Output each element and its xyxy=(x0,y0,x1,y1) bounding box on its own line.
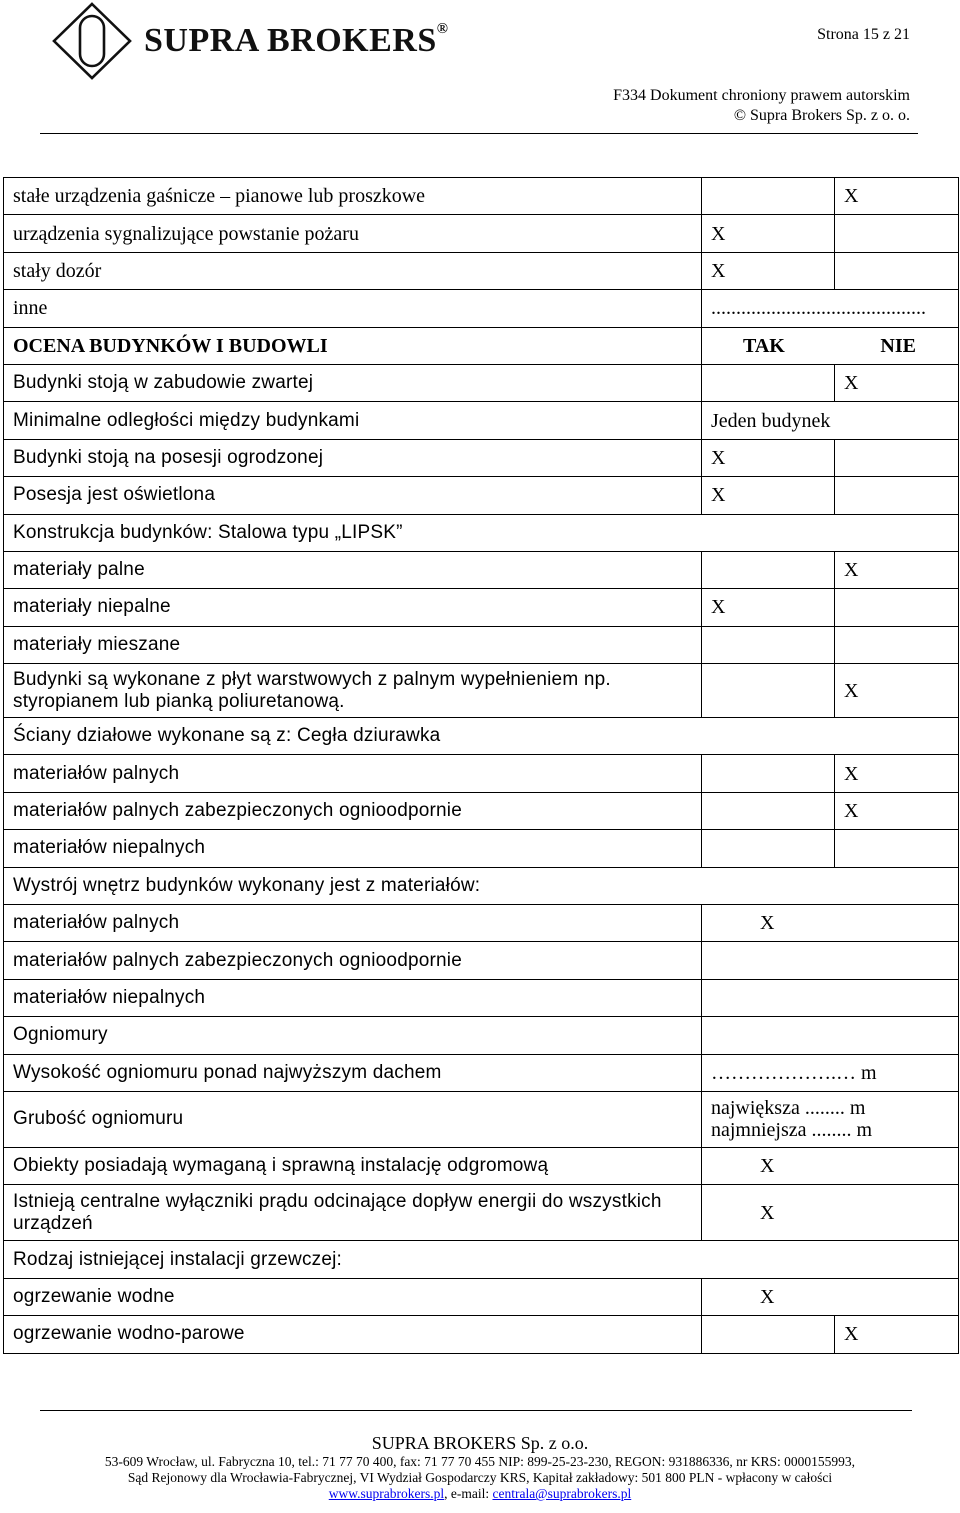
row-label: materiałów niepalnych xyxy=(4,979,702,1016)
tak-cell: X xyxy=(702,477,835,514)
website-link[interactable]: www.suprabrokers.pl xyxy=(328,1486,445,1501)
table-row xyxy=(4,755,959,792)
distance-value: Jeden budynek xyxy=(702,402,959,439)
footer-address: 53-609 Wrocław, ul. Fabryczna 10, tel.: 71 77 70 400, fax: 71 77 70 455 NIP: 899-25-23-230, REGON: 931886336, nr KRS: 0000155993, xyxy=(104,1454,856,1469)
nie-header: NIE xyxy=(880,334,916,357)
table-row xyxy=(4,1278,959,1315)
nie-cell xyxy=(835,477,959,514)
row-label: Wysokość ogniomuru ponad najwyższym dachem xyxy=(4,1054,702,1091)
company-logo-icon xyxy=(50,2,134,80)
row-label: Istnieją centralne wyłączniki prądu odcinające dopływ energii do wszystkich urządzeń xyxy=(4,1185,702,1241)
nie-cell: X xyxy=(835,364,959,401)
value-cell xyxy=(702,942,959,979)
table-row xyxy=(4,477,959,514)
row-label: materiałów palnych zabezpieczonych ognioodpornie xyxy=(4,942,702,979)
tak-nie-header xyxy=(702,327,959,364)
table-row xyxy=(4,979,959,1016)
footer-court: Sąd Rejonowy dla Wrocławia-Fabrycznej, VI Wydział Gospodarczy KRS, Kapitał zakładowy: 501 800 PLN - wpłacony w całości xyxy=(127,1470,833,1485)
risk-assessment-table xyxy=(3,177,959,1354)
tak-cell xyxy=(702,364,835,401)
copyright-line-1: F334 Dokument chroniony prawem autorskim xyxy=(613,87,910,104)
logo-text: SUPRA BROKERS® xyxy=(144,20,449,59)
firewall-thickness-value xyxy=(702,1091,959,1147)
tak-cell xyxy=(702,551,835,588)
tak-cell: X xyxy=(702,439,835,476)
construction-label: Konstrukcja budynków: Stalowa typu „LIPSK” xyxy=(4,514,959,551)
footer-contact xyxy=(0,1486,960,1502)
value-cell xyxy=(702,979,959,1016)
table-row xyxy=(4,1054,959,1091)
nie-cell: X xyxy=(835,178,959,215)
table-row xyxy=(4,551,959,588)
table-row xyxy=(4,1017,959,1054)
table-row xyxy=(4,364,959,401)
other-value: ........................................... xyxy=(702,290,959,327)
page-number: Strona 15 z 21 xyxy=(817,26,910,43)
footer-divider xyxy=(40,1410,912,1411)
company-logo xyxy=(50,2,470,80)
nie-cell xyxy=(835,626,959,663)
nie-cell: X xyxy=(835,664,959,718)
tak-header: TAK xyxy=(743,334,785,357)
table-row xyxy=(4,626,959,663)
table-row xyxy=(4,178,959,215)
section-header-row xyxy=(4,327,959,364)
row-label: materiałów palnych xyxy=(4,755,702,792)
row-label: ogrzewanie wodno-parowe xyxy=(4,1316,702,1353)
nie-cell: X xyxy=(835,551,959,588)
email-link[interactable]: centrala@suprabrokers.pl xyxy=(492,1486,632,1501)
interior-label: Wystrój wnętrz budynków wykonany jest z materiałów: xyxy=(4,867,959,904)
heating-label: Rodzaj istniejącej instalacji grzewczej: xyxy=(4,1241,959,1278)
table-row xyxy=(4,1316,959,1353)
table-row xyxy=(4,290,959,327)
firewall-height-value: ……………….… m xyxy=(702,1054,959,1091)
table-row xyxy=(4,215,959,252)
value-cell: X xyxy=(702,1185,959,1241)
nie-cell xyxy=(835,830,959,867)
row-label: Minimalne odległości między budynkami xyxy=(4,402,702,439)
nie-cell xyxy=(835,439,959,476)
partition-walls-label: Ściany działowe wykonane są z: Cegła dziurawka xyxy=(4,718,959,755)
tak-cell xyxy=(702,755,835,792)
row-label: Obiekty posiadają wymaganą i sprawną instalację odgromową xyxy=(4,1147,702,1184)
table-row xyxy=(4,252,959,289)
table-row xyxy=(4,867,959,904)
row-label: materiałów niepalnych xyxy=(4,830,702,867)
table-row xyxy=(4,439,959,476)
row-label: materiałów palnych xyxy=(4,905,702,942)
row-label: materiały palne xyxy=(4,551,702,588)
row-label: Budynki stoją w zabudowie zwartej xyxy=(4,364,702,401)
row-label: materiały niepalne xyxy=(4,589,702,626)
value-cell: X xyxy=(702,1278,959,1315)
table-row xyxy=(4,1147,959,1184)
table-row xyxy=(4,664,959,718)
table-row xyxy=(4,402,959,439)
copyright-note xyxy=(613,86,910,126)
row-label: Grubość ogniomuru xyxy=(4,1091,702,1147)
table-row xyxy=(4,1185,959,1241)
table-row xyxy=(4,718,959,755)
table-row xyxy=(4,589,959,626)
row-label: urządzenia sygnalizujące powstanie pożaru xyxy=(4,215,702,252)
row-label: materiały mieszane xyxy=(4,626,702,663)
table-row xyxy=(4,942,959,979)
tak-cell xyxy=(702,1316,835,1353)
value-cell xyxy=(702,1017,959,1054)
table-row xyxy=(4,830,959,867)
max-thickness: największa ........ m xyxy=(711,1097,866,1120)
nie-cell xyxy=(835,589,959,626)
row-label: stały dozór xyxy=(4,252,702,289)
tak-cell: X xyxy=(702,215,835,252)
nie-cell xyxy=(835,215,959,252)
value-cell: X xyxy=(702,1147,959,1184)
table-row xyxy=(4,1091,959,1147)
row-label: Ogniomury xyxy=(4,1017,702,1054)
nie-cell: X xyxy=(835,755,959,792)
copyright-line-2: © Supra Brokers Sp. z o. o. xyxy=(733,107,910,124)
min-thickness: najmniejsza ........ m xyxy=(711,1119,873,1142)
nie-cell: X xyxy=(835,792,959,829)
tak-cell xyxy=(702,626,835,663)
footer-company: SUPRA BROKERS Sp. z o.o. xyxy=(371,1433,589,1453)
table-row xyxy=(4,905,959,942)
tak-cell xyxy=(702,830,835,867)
row-label: Posesja jest oświetlona xyxy=(4,477,702,514)
table-row xyxy=(4,792,959,829)
tak-cell: X xyxy=(702,252,835,289)
tak-cell xyxy=(702,792,835,829)
row-label: materiałów palnych zabezpieczonych ognioodpornie xyxy=(4,792,702,829)
row-label: inne xyxy=(4,290,702,327)
table-row xyxy=(4,514,959,551)
email-label: , e-mail: xyxy=(444,1486,493,1501)
tak-cell xyxy=(702,178,835,215)
row-label: stałe urządzenia gaśnicze – pianowe lub proszkowe xyxy=(4,178,702,215)
row-label: Budynki są wykonane z płyt warstwowych z palnym wypełnieniem np. styropianem lub pianką poliuretanową. xyxy=(4,664,702,718)
tak-cell xyxy=(702,664,835,718)
nie-cell xyxy=(835,252,959,289)
value-cell: X xyxy=(702,905,959,942)
tak-cell: X xyxy=(702,589,835,626)
section-title: OCENA BUDYNKÓW I BUDOWLI xyxy=(4,327,702,364)
nie-cell: X xyxy=(835,1316,959,1353)
row-label: Budynki stoją na posesji ogrodzonej xyxy=(4,439,702,476)
row-label: ogrzewanie wodne xyxy=(4,1278,702,1315)
table-row xyxy=(4,1241,959,1278)
header-divider xyxy=(40,133,918,134)
footer xyxy=(0,1432,960,1502)
